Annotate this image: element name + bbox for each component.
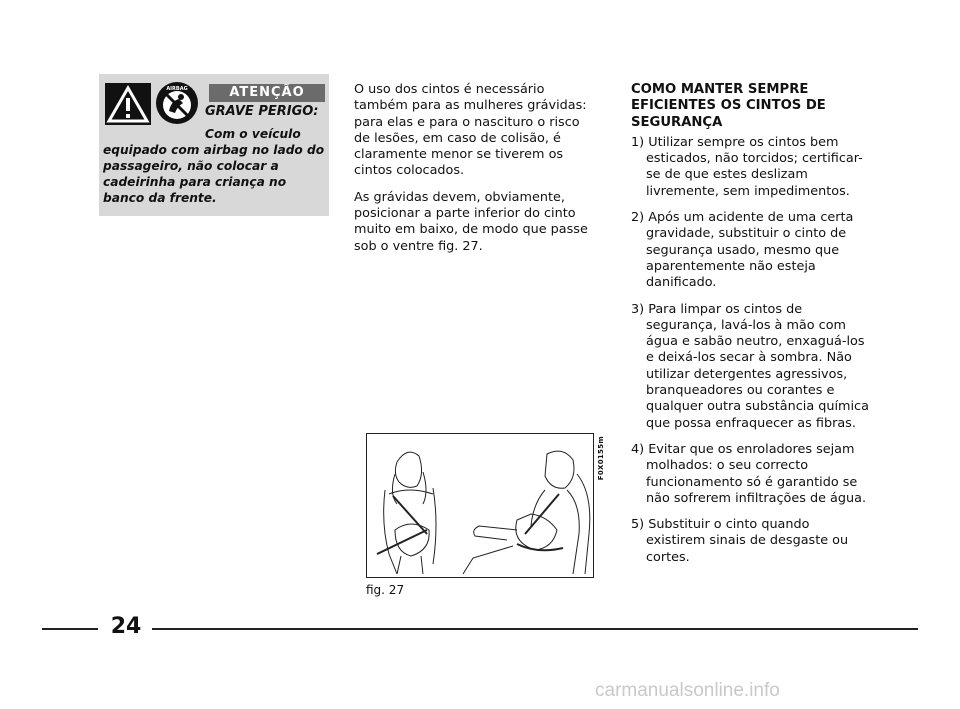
footer-rule-left — [42, 628, 98, 630]
attention-badge: ATENÇÃO — [209, 84, 325, 102]
figure-code: F0X0155m — [597, 436, 605, 481]
list-item: 3) Para limpar os cintos de segurança, lavá-los à mão com água e sabão neutro, enxaguá-los e deixá-los secar à sombra. Não utilizar detergentes agressivos, branqueadores ou corantes e qualquer outra substância química que possa enfraquecer as fibras. — [631, 301, 869, 431]
airbag-icon-label: AIRBAG — [166, 86, 188, 92]
figure-caption: fig. 27 — [366, 583, 405, 597]
warning-triangle-icon — [105, 83, 151, 125]
warning-body: equipado com airbag no lado do passageiro, não colocar a cadeirinha para criança no banco da frente. — [103, 143, 325, 205]
list-item: 1) Utilizar sempre os cintos bem esticados, não torcidos; certificar-se de que estes deslizam livremente, sem impedimentos. — [631, 134, 863, 199]
right-column — [631, 82, 871, 576]
middle-column — [354, 82, 598, 265]
warning-text — [103, 126, 325, 206]
page-number: 24 — [110, 614, 142, 639]
list-item: 4) Evitar que os enroladores sejam molhados: o seu correcto funcionamento só é garantido se não sofrerem infiltrações de água. — [631, 441, 867, 506]
warning-title: GRAVE PERIGO: — [205, 104, 319, 119]
paragraph: As grávidas devem, obviamente, posicionar a parte inferior do cinto muito em baixo, de modo que passe sob o ventre fig. 27. — [354, 189, 588, 254]
list-item: 2) Após um acidente de uma certa gravidade, substituir o cinto de segurança usado, mesmo que aparentemente não esteja danificado. — [631, 210, 854, 291]
no-child-seat-airbag-icon — [155, 81, 199, 125]
paragraph: O uso dos cintos é necessário também para as mulheres grávidas: para elas e para o nascituro o risco de lesões, em caso de colisão, é claramente menor se tiverem os cintos colocados. — [354, 82, 587, 179]
footer-rule-right — [152, 628, 918, 630]
figure-pregnant-seatbelt — [366, 433, 594, 578]
watermark: carmanualsonline.info — [595, 680, 780, 701]
section-heading: COMO MANTER SEMPRE EFICIENTES OS CINTOS DE SEGURANÇA — [631, 82, 826, 130]
list-item: 5) Substituir o cinto quando existirem sinais de desgaste ou cortes. — [631, 517, 849, 565]
warning-box — [99, 74, 329, 216]
warning-first-line: Com o veículo — [205, 127, 301, 141]
maintenance-list — [631, 135, 871, 566]
pregnant-woman-seatbelt-illustration — [367, 434, 593, 577]
